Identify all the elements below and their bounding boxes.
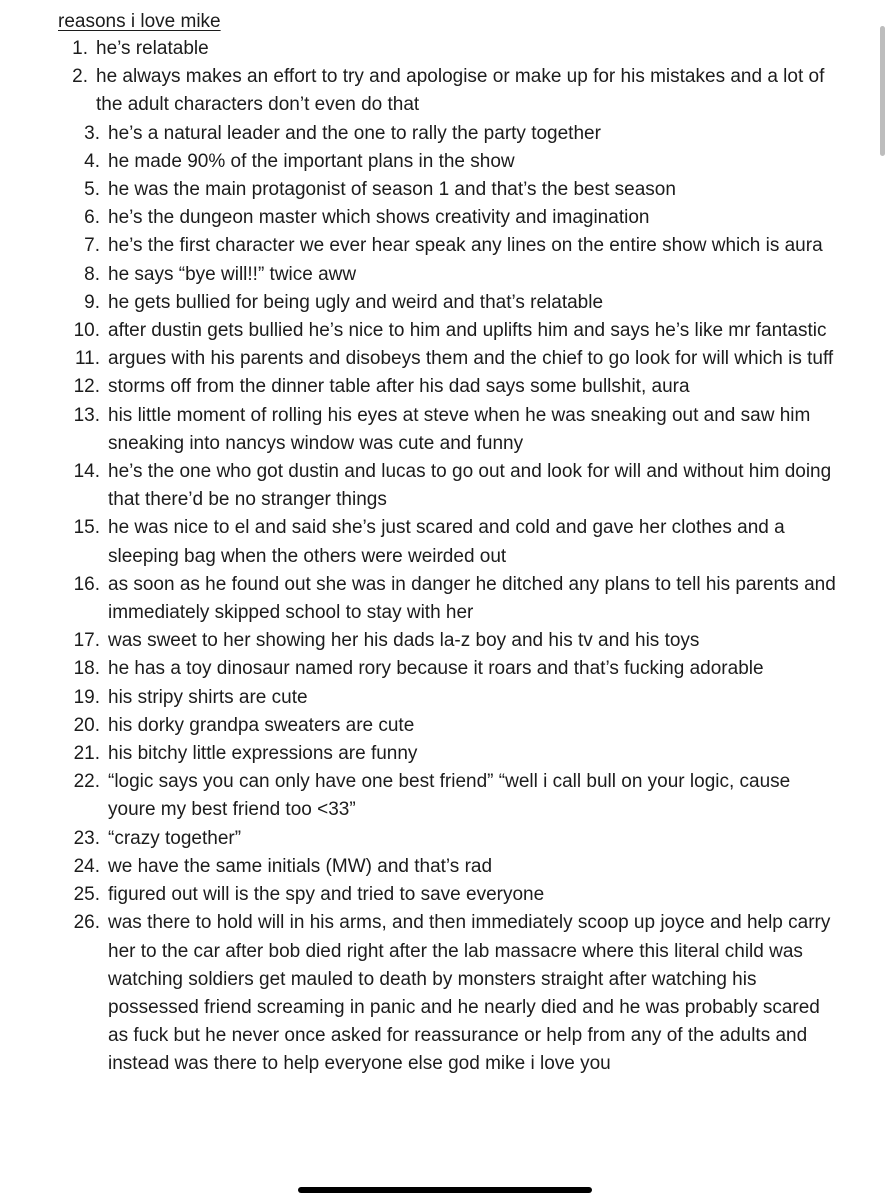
item-number: 16. (73, 573, 100, 595)
list-item (0, 655, 889, 683)
item-text: he says “bye will!!” twice aww (108, 263, 357, 285)
home-indicator[interactable] (298, 1187, 592, 1193)
list-item (0, 402, 889, 458)
list-item (0, 684, 889, 712)
list-item (0, 120, 889, 148)
list-item (0, 345, 889, 373)
list-item (0, 712, 889, 740)
item-text: his stripy shirts are cute (108, 686, 308, 708)
item-text: his dorky grandpa sweaters are cute (108, 714, 415, 736)
list-item (0, 317, 889, 345)
item-text: as soon as he found out she was in danger he ditched any plans to tell his parents and immediately skipped school to stay with her (108, 573, 836, 624)
item-text: he’s the one who got dustin and lucas to go out and look for will and without him doing that there’d be no stranger things (108, 461, 832, 511)
item-number: 25. (73, 884, 100, 906)
list-item (0, 148, 889, 176)
item-number: 11. (74, 348, 100, 370)
list-item (0, 881, 889, 909)
item-text: after dustin gets bullied he’s nice to him and uplifts him and says he’s like mr fantastic (108, 320, 827, 342)
item-number: 1. (72, 38, 88, 59)
item-text: “crazy together” (108, 827, 242, 849)
item-number: 26. (73, 912, 100, 934)
item-text: he gets bullied for being ugly and weird and that’s relatable (108, 291, 604, 313)
list-item (0, 63, 889, 119)
item-text: he’s a natural leader and the one to rally the party together (108, 122, 601, 144)
item-number: 21. (73, 743, 100, 765)
item-number: 7. (84, 235, 100, 257)
item-text: he was the main protagonist of season 1 and that’s the best season (108, 179, 676, 201)
item-number: 10. (73, 320, 100, 342)
item-text: was there to hold will in his arms, and then immediately scoop up joyce and help carry her to the car after bob died right after the lab massacre where this literal child was watching soldiers get mauled to death by monsters straight after watching his possessed friend screaming in panic and he nearly died and he was probably scared as fuck but he never once asked for reassurance or help from any of the adults and instead was there to help everyone else god mike i love you (108, 912, 831, 1075)
list-item (0, 909, 889, 1078)
item-text: argues with his parents and disobeys them and the chief to go look for will which is tuff (108, 348, 834, 370)
item-number: 3. (84, 122, 100, 144)
list-item (0, 35, 889, 63)
item-number: 20. (73, 714, 100, 736)
item-number: 6. (84, 207, 100, 229)
item-text: he’s the dungeon master which shows creativity and imagination (108, 207, 650, 229)
list-item (0, 627, 889, 655)
item-text: we have the same initials (MW) and that’s rad (108, 855, 493, 877)
list-item (0, 571, 889, 627)
list-item (0, 289, 889, 317)
note-body[interactable] (0, 8, 889, 1200)
item-number: 5. (84, 179, 100, 201)
item-text: his bitchy little expressions are funny (108, 743, 418, 765)
item-number: 4. (84, 150, 100, 172)
item-number: 22. (73, 771, 100, 793)
list-item (0, 825, 889, 853)
item-text: he was nice to el and said she’s just scared and cold and gave her clothes and a sleeping bag when the others were weirded out (108, 517, 785, 567)
item-number: 24. (73, 855, 100, 877)
item-number: 18. (73, 658, 100, 680)
list-item (0, 514, 889, 570)
list-item (0, 853, 889, 881)
item-number: 23. (73, 827, 100, 849)
item-text: he has a toy dinosaur named rory because it roars and that’s fucking adorable (108, 658, 764, 680)
item-text: he’s the first character we ever hear speak any lines on the entire show which is aura (108, 235, 823, 257)
item-number: 17. (73, 630, 100, 652)
item-text: storms off from the dinner table after his dad says some bullshit, aura (108, 376, 690, 398)
item-number: 9. (84, 291, 100, 313)
list-item (0, 458, 889, 514)
list-item (0, 768, 889, 824)
note-title: reasons i love mike (58, 11, 221, 32)
list-item (0, 176, 889, 204)
item-number: 12. (73, 376, 100, 398)
item-number: 13. (73, 404, 100, 426)
list-item (0, 204, 889, 232)
list-item (0, 373, 889, 401)
list-item (0, 740, 889, 768)
list-item (0, 261, 889, 289)
reasons-list (0, 35, 889, 1079)
item-number: 8. (84, 263, 100, 285)
item-number: 14. (73, 461, 100, 483)
item-text: was sweet to her showing her his dads la-z boy and his tv and his toys (108, 630, 700, 652)
item-text: he’s relatable (96, 38, 209, 59)
item-text: figured out will is the spy and tried to save everyone (108, 884, 545, 906)
item-text: his little moment of rolling his eyes at steve when he was sneaking out and saw him sneaking into nancys window was cute and funny (108, 404, 811, 454)
list-item (0, 232, 889, 260)
item-number: 15. (73, 517, 100, 539)
item-text: “logic says you can only have one best friend” “well i call bull on your logic, cause youre my best friend too <33” (108, 771, 791, 821)
vertical-scrollbar[interactable] (880, 26, 885, 156)
item-number: 19. (73, 686, 100, 708)
item-text: he made 90% of the important plans in the show (108, 150, 515, 172)
item-text: he always makes an effort to try and apologise or make up for his mistakes and a lot of the adult characters don’t even do that (96, 66, 825, 116)
item-number: 2. (72, 66, 88, 88)
